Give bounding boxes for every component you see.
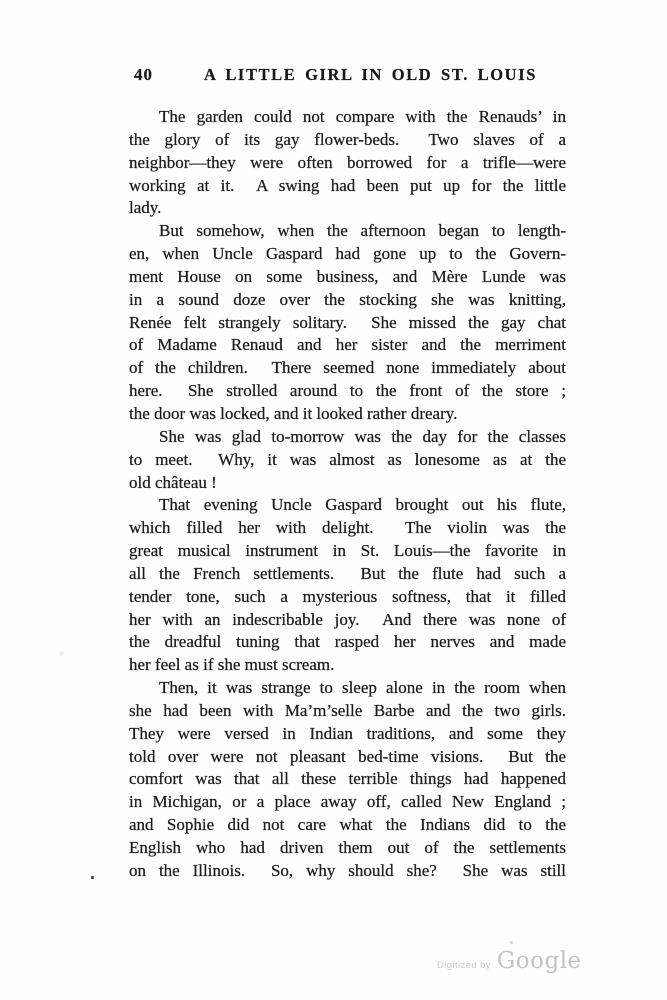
text-line: Renée felt strangely solitary. She missed the gay chat bbox=[129, 312, 566, 332]
text-line: of Madame Renaud and her sister and the merriment bbox=[129, 335, 566, 355]
text-line: en, when Uncle Gaspard had gone up to the Govern- bbox=[129, 244, 566, 264]
scan-speck bbox=[510, 941, 513, 944]
text-line: her with an indescribable joy. And there was none of bbox=[129, 609, 566, 629]
scan-speck bbox=[91, 876, 94, 879]
text-line: of the children. There seemed none immediately about bbox=[129, 358, 566, 378]
text-line: in a sound doze over the stocking she was knitting, bbox=[129, 289, 566, 309]
paragraph bbox=[129, 494, 566, 677]
text-line: The garden could not compare with the Renauds’ in bbox=[159, 107, 566, 126]
text-line: and Sophie did not care what the Indians did to the bbox=[129, 815, 566, 835]
digitized-by-google-watermark bbox=[437, 948, 582, 974]
text-line: in Michigan, or a place away off, called New England ; bbox=[129, 792, 566, 812]
paragraph bbox=[129, 677, 566, 883]
text-line: told over were not pleasant bed-time visions. But the bbox=[129, 746, 566, 766]
text-line: her feel as if she must scream. bbox=[129, 655, 335, 675]
paragraph bbox=[129, 220, 566, 426]
text-line: working at it. A swing had been put up for the little bbox=[129, 175, 566, 195]
text-line: comfort was that all these terrible things had happened bbox=[129, 769, 566, 789]
text-line: on the Illinois. So, why should she? She was still bbox=[129, 860, 566, 880]
google-logo: Google bbox=[496, 948, 582, 974]
running-title: A LITTLE GIRL IN OLD ST. LOUIS bbox=[204, 65, 537, 84]
text-line: here. She strolled around to the front of the store ; bbox=[129, 381, 566, 401]
text-line: tender tone, such a mysterious softness, that it filled bbox=[129, 586, 566, 606]
text-line: She was glad to-morrow was the day for the classes bbox=[159, 426, 566, 446]
text-line: ment House on some business, and Mère Lunde was bbox=[129, 266, 566, 286]
text-line: They were versed in Indian traditions, and some they bbox=[129, 723, 566, 743]
watermark-prefix: Digitized by bbox=[437, 960, 491, 971]
paragraph bbox=[129, 426, 566, 495]
text-line: Then, it was strange to sleep alone in the room when bbox=[159, 678, 566, 698]
text-line: to meet. Why, it was almost as lonesome as at the bbox=[129, 449, 566, 469]
scan-speck bbox=[59, 651, 64, 656]
text-line: great musical instrument in St. Louis—the favorite in bbox=[129, 541, 566, 561]
text-line: the glory of its gay flower-beds. Two slaves of a bbox=[129, 129, 566, 149]
text-line: neighbor—they were often borrowed for a trifle—were bbox=[129, 152, 566, 172]
text-line: the door was locked, and it looked rather dreary. bbox=[129, 403, 458, 423]
page-number: 40 bbox=[134, 65, 153, 84]
text-line: she had been with Ma’m’selle Barbe and the two girls. bbox=[129, 700, 566, 720]
text-line: That evening Uncle Gaspard brought out his flute, bbox=[159, 495, 566, 515]
text-line: English who had driven them out of the settlements bbox=[129, 838, 566, 857]
text-line: lady. bbox=[129, 198, 162, 218]
text-line: all the French settlements. But the flute had such a bbox=[129, 563, 566, 583]
text-line: the dreadful tuning that rasped her nerves and made bbox=[129, 632, 566, 652]
text-line: But somehow, when the afternoon began to length- bbox=[159, 221, 566, 241]
body-text bbox=[129, 106, 566, 883]
text-line: which filled her with delight. The violin was the bbox=[129, 518, 566, 538]
text-line: old château ! bbox=[129, 472, 217, 492]
paragraph bbox=[129, 106, 566, 220]
